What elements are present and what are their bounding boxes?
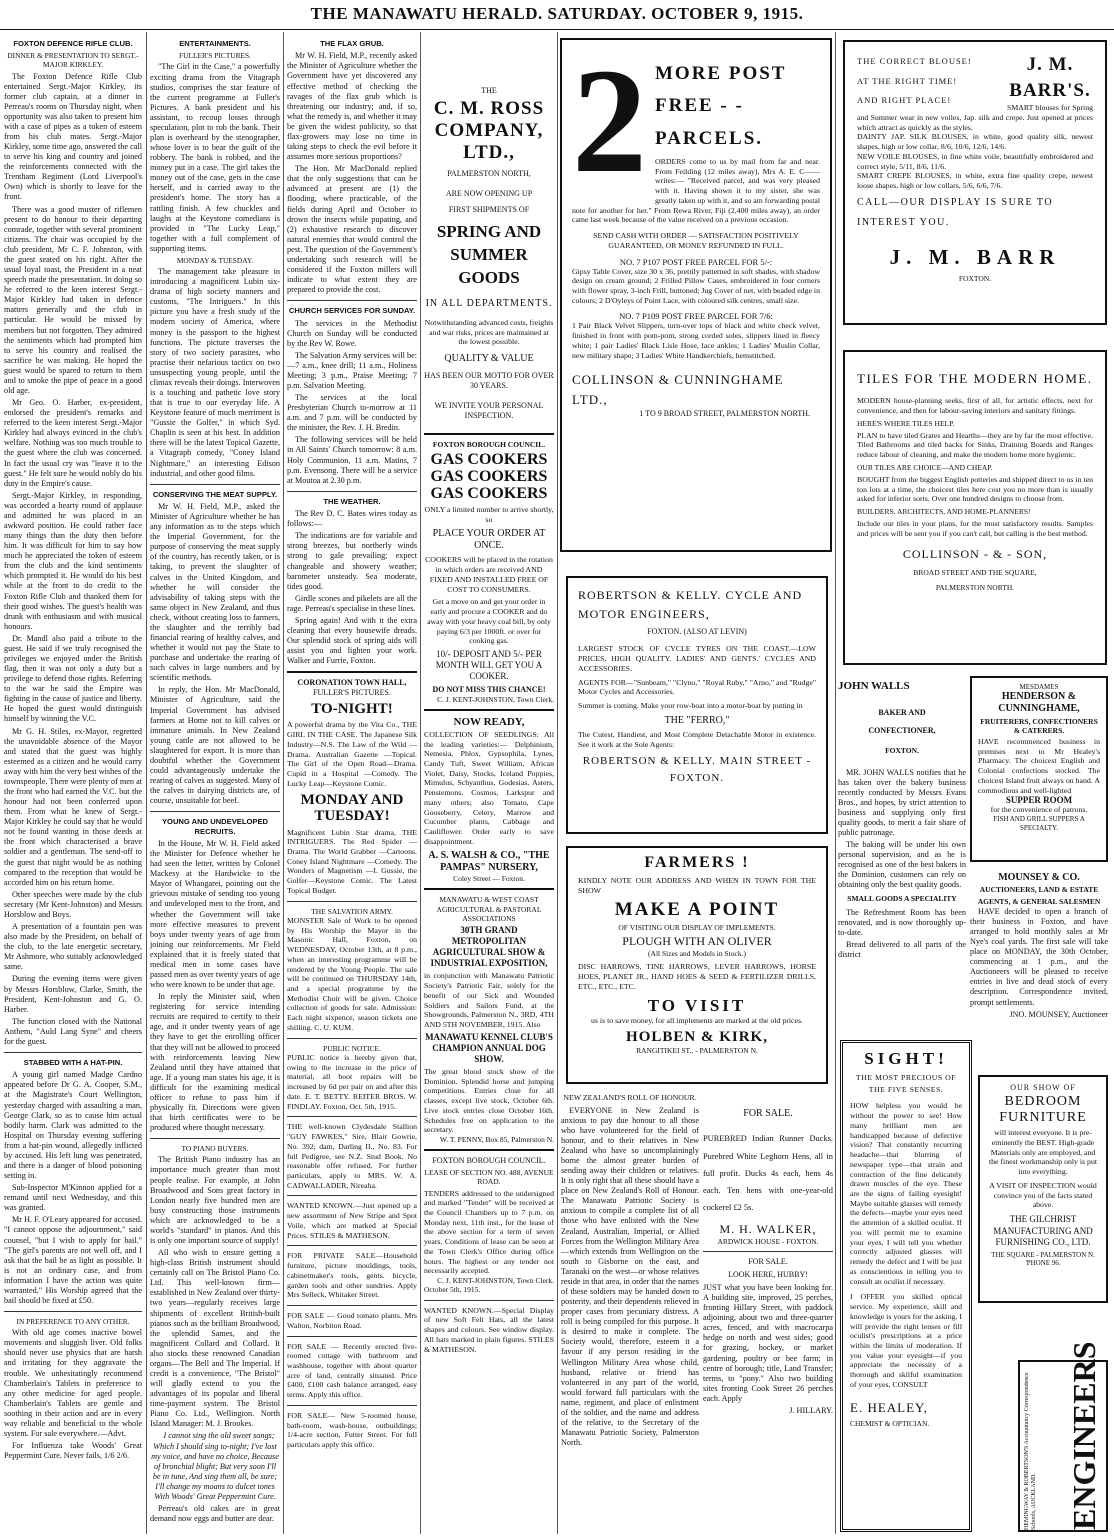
classified-ad: THE well-known Clydesdale Stallion "GUY FAWKES," Sire, Blair Gowrie, No. 392; dam, Darling II., No. 83. For full Pedigree, see N.Z. Stud Book. No reasonable offer refused. For further particulars, apply to MRS. W. A. CADWALLADER, Nireaha. — [287, 1122, 417, 1190]
divider — [424, 433, 554, 435]
divider — [287, 300, 417, 301]
ad-body: 1 Pair Black Velvet Slippers, turn-over tops of black and white check velvet, finished in front with pom-pom, strong corded soles, slippers lined in fleecy white; 1 pair Ladies' Black Lisle Hose, lace ankles; 1 Ladies' Muslin Collar, new military shape; 3 Ladies' White Handkerchiefs, hemstitched. — [572, 321, 820, 360]
ad-body: I OFFER you skilled optical service. My experience, skill and knowledge is yours for the asking. I will provide the right lenses or fill oculist's prescriptions at a price within the limits of moderation. If you value your eyesight—if you appreciate the necessity of a thorough and skilful examination of your eyes, CONSULT — [850, 1292, 962, 1389]
healey-optician-ad — [840, 1040, 972, 1532]
collinson-ad — [560, 38, 832, 552]
ad-text: AT THE RIGHT TIME! — [857, 75, 958, 86]
ad-text: JNO. MOUNSEY, Auctioneer — [1009, 1009, 1108, 1019]
ad-text: THE CORRECT BLOUSE! — [857, 56, 972, 66]
ad-text: W. T. PENNY, Box 85, Palmerston N. — [439, 1135, 554, 1145]
headline: CHURCH SERVICES FOR SUNDAY. — [288, 306, 416, 316]
ad-body: HAVE decided to open a branch of their business in Foxton, and have arranged to hold monthly sales at Mr Nye's coal yards. The first sale will take place on MONDAY, the 30th October, commencing at 1 p.m., and the Auctioneers will be pleased to receive entries in live and dead stock of every description. Correspondence invited, prompt settlements. — [970, 906, 1108, 1007]
ad-subheading: LEASE OF SECTION NO. 488, AVENUE ROAD. — [424, 1168, 554, 1187]
ad-body: Summer is coming. Make your row-boat into a motor-boat by putting in — [578, 701, 803, 711]
article-paragraph: The function closed with the National Anthem, "Auld Lang Syne" and cheers for the guest. — [4, 1016, 142, 1046]
ad-body: TENDERS addressed to the undersigned and marked "Tender" will be received at the Council Chambers up to 7 p.m. on Monday next, 11th inst., for the lease of the above section for a term of seven years. Conditions of lease can be seen at the Town Clerk's Office during office hours. The highest or any tender not necessarily accepted. — [424, 1188, 554, 1276]
column-3 — [287, 34, 417, 1534]
headline: FOXTON DEFENCE RIFLE CLUB. — [13, 39, 133, 48]
divider — [4, 1311, 142, 1312]
article-paragraph: In reply the Minister said, when registering for service intending recruits are required to certify to their age, and it under twenty years of age they have to get the enrolling officer that they will not be allowed to proceed with reinforcements leaving New Zealand until they have attained that age. If a young man states his age, it is difficult for the examining medical officer to refuse to pass him if physically fit. Directions were given that birth certificates were to be produced where thought necessary. — [150, 992, 280, 1133]
ad-body: COLLECTION OF SEEDLINGS: All the leading varieties:— Delphinium, Nemesia, Phlox, Gypsophila, Lynes, Candy Tuft, Sweet William, African Violet, Daisy, Stocks, Iceland Poppies, Mimulus, Schyanthus, Godesias, Asters, Penstemons, Cosmos, Larkspur and many others; also Tomato, Cape Gooseberry, Celery, Marrow and Cucumber plants, Cabbage and Cauliflower. Order early to save disappointment. — [424, 729, 554, 846]
ad-text: PLACE YOUR ORDER AT ONCE. — [432, 527, 546, 552]
article-paragraph: The services at the local Presbyterian Church to-morrow at 11 a.m. and 7 p.m. will be conducted by the minister, the Rev. J. H. Bredin. — [287, 393, 417, 433]
divider — [287, 1305, 417, 1306]
ad-text: PALMERSTON NORTH, — [447, 169, 531, 179]
divider — [287, 901, 417, 902]
ad-heading: NOW READY, — [453, 716, 525, 729]
ad-body: The baking will be under his own personal supervision, and as he is recognised as one of the best bakers in the Dominion, customers can rely on obtaining only the best quality goods. — [838, 840, 966, 890]
ad-banner: TO VISIT — [647, 995, 747, 1015]
ad-headline: TILES FOR THE MODERN HOME. — [857, 371, 1093, 386]
ad-firm-name: J. M. BARR'S. — [1009, 54, 1091, 101]
article-paragraph: Perreau's old cakes are in great demand now eggs and butter are dear. — [150, 1504, 280, 1524]
divider — [287, 1405, 417, 1406]
article-paragraph: All who wish to ensure getting a high-class British instrument should certainly call on The Bristol Piano Co. Ltd. This well-known firm—established in New Zealand over thirty-two years—regularly receives large shipments of excellent British-built pianos such as the brilliant Broadwood, the splendid Sames, and the magnificent Collard and Collard. It also stocks these renowned Canadian organs—The Bell and The Imperial. If credit is a convenience, "The Bristol" will gladly extend to you the advantages of its popular and liberal time-payment system. The Bristol Piano Co. Ltd., Wellington. North Island Manager: M. J. Brookes. — [150, 1248, 280, 1429]
ad-address: FOXTON. — [885, 746, 919, 756]
article-paragraph: I cannot sing the old sweet songs; Which I should sing to-night; I've lost my voice, and have no choice, Because of bronchial blight; But very soon I'll be in tune, And sing them all, be sure; I'll change my moans to dulcet tones With Woods' Great Peppermint Cure. — [151, 1431, 279, 1501]
john-walls-ad — [838, 674, 966, 959]
ad-body: KINDLY NOTE OUR ADDRESS AND WHEN IN TOWN FOR THE SHOW — [578, 876, 816, 895]
ad-text: ONLY a limited number to arrive shortly, so — [424, 505, 554, 525]
ad-firm-name: HOLBEN & KIRK, — [626, 1029, 768, 1046]
headline: CONSERVING THE MEAT SUPPLY. — [152, 489, 278, 499]
ad-body: us is to save money, for all implements are marked at the old prices. — [591, 1015, 803, 1025]
ad-body: AGENTS FOR—"Sunbeam," "Clyno," "Royal Ruby," "Arno," and "Rudge" Motor Cycles and Accessories. — [578, 677, 816, 697]
big-number-two: 2 — [572, 38, 647, 204]
ad-address: RANGITIKEI ST., - PALMERSTON N. — [636, 1046, 758, 1056]
article-paragraph: Other speeches were made by the club secretary (Mr Kent-Johnston) and Messrs Horsblow and Boys. — [4, 889, 142, 919]
column-2 — [150, 34, 280, 1534]
subheadline: DINNER & PRESENTATION TO SERGT.-MAJOR KIRKLEY. — [7, 51, 139, 70]
holben-kirk-ad — [566, 846, 828, 1084]
column-rule — [835, 32, 836, 1534]
classified-ad: FOR PRIVATE SALE—Household furniture, picture mouldings, tools, cabinetmaker's tools, gents. bicycle, garden tools and other sundries. Apply Mrs Selleck, Whitaker Street. — [287, 1251, 417, 1300]
ad-banner: GAS COOKERS GAS COOKERS GAS COOKERS — [430, 450, 548, 502]
ad-text: C. J. KENT-JOHNSTON, Town Clerk. — [437, 1276, 554, 1286]
article-paragraph: The Salvation Army services will be:—7 a.m., knee drill; 11 a.m., Holiness Meeting; 3 p.m., Praise Meeting; 7 p.m. Salvation Meeting. — [287, 350, 417, 390]
ad-text: FISH AND GRILL SUPPERS A SPECIALTY. — [993, 815, 1085, 832]
ad-text: OUR SHOW OF — [1010, 1083, 1076, 1092]
ad-firm-name: JOHN WALLS — [838, 680, 910, 692]
ad-heading: FOXTON BOROUGH COUNCIL. — [432, 439, 546, 449]
ad-text: WE INVITE YOUR PERSONAL INSPECTION. — [434, 401, 544, 420]
article-paragraph: Mr W. H. Field, M.P., asked the Minister of Agriculture whether he has any information as to the steps which the Imperial Government, for the purpose of conserving the meat supply of the country, has recently taken, or is taking, to prevent the slaughter of calves in the United Kingdom, and whether he will consider the advisability of taking steps with the same object in New Zealand, and thus check, without creating loss to farmers, the slaughter and the terribly bad financial rearing of healthy calves, and whether it would not pay the State to purchase and undertake the rearing of such calves in large numbers and by scientific methods. — [150, 502, 280, 683]
ad-text: C. J. KENT-JOHNSTON, Town Clerk. — [437, 695, 554, 705]
divider — [4, 1052, 142, 1053]
divider — [424, 709, 554, 711]
ad-heading: FOXTON BOROUGH COUNCIL. — [432, 1156, 546, 1166]
ad-subheading: THE MOST PRECIOUS OF THE FIVE SENSES. — [855, 1073, 957, 1094]
headline: NEW ZEALAND'S ROLL OF HONOUR. — [563, 1093, 697, 1102]
ad-heading: CORONATION TOWN HALL, — [297, 678, 407, 688]
article-paragraph: Dr. Mandl also paid a tribute to the guest. He said if we truly recognised the privileges we enjoyed under the British flag, then it was not only a duty but a privilege to defend those rights. Referring to the war he said the Empire was fighting in the cause of justice and liberty. He hoped the guest would distinguish himself by winning the V.C. — [4, 633, 142, 724]
article-paragraph: Sub-Inspector M'Kinnon applied for a remand until next Wednesday, and this was granted. — [4, 1183, 142, 1213]
ad-text: MESDAMES — [1019, 683, 1059, 691]
subheadline: FULLER'S PICTURES. — [179, 51, 251, 61]
ad-subheading: PLOUGH WITH AN OLIVER — [622, 934, 772, 949]
headline: THE FLAX GRUB. — [320, 39, 384, 48]
ad-body: PUBLIC notice is hereby given that, owing to the increase in the price of material, all boot repairs will be increased by 6d per pair on and after this date. E. T. BETTY. REITER BROS. W. FINDLAY. Foxton, Oct. 5th, 1915. — [287, 1052, 417, 1111]
henderson-cunninghame-ad — [970, 676, 1108, 862]
ad-address: THE SQUARE - PALMERSTON N. — [991, 1251, 1095, 1260]
ad-subheading: SUPPER ROOM — [1005, 795, 1073, 806]
article-paragraph: In reply, the Hon. Mr MacDonald, Minister of Agriculture, said the Imperial Government has advised farmers at Home not to kill calves or immature animals. In New Zealand young cattle are not allowed to be slaughtered for export. It is more than doubtful whether the Government could advantageously undertake the rearing of calves as suggested. Many of the calves in dairying districts are, of course, unsuitable for beef. — [150, 685, 280, 806]
ad-text: FRUITERERS, CONFECTIONERS & CATERERS. — [980, 717, 1098, 735]
ad-text: 'PHONE 96. — [1025, 1259, 1061, 1268]
ad-text: Coley Street — Foxton. — [453, 874, 525, 884]
robertson-kelly-ad — [566, 576, 828, 834]
ad-heading: THE SALVATION ARMY. — [311, 906, 393, 916]
ad-body: will interest everyone. It is pre-eminently the BEST. High-grade Materials only are employed, and the finest workmanship only is put into everything. — [988, 1128, 1098, 1177]
ad-text: AND RIGHT PLACE! — [857, 95, 952, 106]
headline: THE WEATHER. — [323, 496, 381, 506]
ad-firm-name: HENDERSON & CUNNINGHAME, — [998, 691, 1080, 714]
article-paragraph: For Influenza take Woods' Great Peppermint Cure. Never fails, 1/6 2/6. — [4, 1441, 142, 1461]
column-rule — [146, 32, 147, 1534]
ad-address: BROAD STREET AND THE SQUARE, — [913, 567, 1037, 577]
divider — [424, 888, 554, 890]
ad-firm-name: A. S. WALSH & CO., "THE PAMPAS" NURSERY, — [428, 849, 550, 873]
ad-firm-name: ROBERTSON & KELLY. MAIN STREET - FOXTON. — [582, 755, 812, 784]
article-paragraph: There was a good muster of riflemen present to do honour to their departing comrade, together with several prominent citizens. The chair was occupied by the club president, Mr C. F. Johnston, with the guest seated on his right. After the usual loyal toast, the President in a neat speech made the presentation. In doing so he referred to the keen interest Sergt.-Major Kirkley had taken in defence matters generally and the club in particular. He would be missed by members but not forgotten. They admired the sentiments which had prompted him to serve his country and realised the sacrifice he was making. He hoped the guest would be spared to return to them and to smoke the pipe of peace in a good old age. — [4, 204, 142, 395]
ad-heading: FOR SALE. — [748, 1257, 788, 1267]
ad-address: ARDWICK HOUSE - FOXTON. — [717, 1237, 819, 1247]
ad-subheading: HERE'S WHERE TILES HELP. — [857, 418, 955, 428]
divider — [287, 491, 417, 492]
ad-text: COOKERS will be placed in the rotation in which orders are received AND FIXED AND INSTALLED FREE OF COST TO CONSUMERS. — [425, 555, 553, 594]
ad-body: LARGEST STOCK OF CYCLE TYRES ON THE COAST.—LOW PRICES, HIGH QUALITY. LADIES' AND GENTS.' CYCLES AND ACCESSORIES. — [578, 644, 816, 673]
classified-ad: WANTED KNOWN.—Just opened up a new assortment of New Stripe and Spot Voile, which are marked at Special Prices. STILES & MATHESON. — [287, 1201, 417, 1240]
ad-body: Bread delivered to all parts of the district — [838, 939, 966, 959]
divider — [703, 1251, 833, 1252]
article-paragraph: Mr Geo. O. Harber, ex-president, endorsed the president's remarks and referred to the keen interest Sergt.-Major Kirkley had always evinced in the club's welfare. Nothing was too much trouble to the guest where the club was concerned. In fact the usual cry was "leave it to the guest." He felt sure he would nobly do his duty in the Empire's cause. — [4, 398, 142, 488]
headline: IN PREFERENCE TO ANY OTHER. — [16, 1317, 130, 1327]
ad-banner: TO-NIGHT! — [311, 700, 393, 717]
ad-banner: 30TH GRAND METROPOLITAN AGRICULTURAL SHOW & INDUSTRIAL EXPOSITION, — [430, 925, 548, 969]
ad-heading: PUBLIC NOTICE. — [323, 1043, 381, 1053]
ad-body: ORDERS come to us by mail from far and near. From Feilding (12 miles away), Mrs A. E. C—— writes:— "Received parcel, and was very pleased with it. Having shown it to my sister, she was greatly taken up with it, and so am forwarding postal note for another for her." From Rewa River, Fiji (2,400 miles away), an order came last week because of the value received on a previous occasion. — [572, 156, 820, 225]
ad-banner: BEDROOM FURNITURE — [999, 1094, 1087, 1126]
ad-vertical-banner: ENGINEERS — [1066, 1341, 1102, 1530]
ad-text: CALL—OUR DISPLAY IS SURE TO INTEREST YOU. — [857, 196, 1054, 228]
article-paragraph: The indications are for variable and strong breezes, but northerly winds strong to gale prevailing; expect changeable and showery weather; barometer unsteady. Sea moderate, tides good. — [287, 531, 417, 591]
ad-body: MONSTER Sale of Work to be opened by His Worship the Mayor in the Masonic Hall, Foxton, on WEDNESDAY, October 13th, at 8 p.m., when an interesting programme will be rendered by the Young People. The sale will be continued on THURSDAY 14th, and a special programme by the Methodist Choir will be given. Choice collection of goods for sale. Admission: Each night sixpence, season tickets one shilling. C. U. KUM. — [287, 915, 417, 1032]
ad-body: PUREBRED Indian Runner Ducks. Purebred White Leghorn Hens, all in full profit. Ducks 4s each, hens 4s each. Ten hens with one-year-old cockerel £2 5s. — [703, 1134, 833, 1213]
ad-body: SMART CREPE BLOUSES, in white, extra fine quality crepe, newest loose shapes, high or low collars, 5/6, 6/6, 7/6. — [857, 171, 1093, 191]
divider — [150, 484, 280, 485]
roll-of-honour — [561, 1090, 699, 1532]
ad-firm-name: J. M. BARR — [889, 244, 1061, 269]
article-paragraph: With old age comes inactive bowel movements and sluggish liver. Old folks should never use physics that are harsh and irritating for they aggravate the trouble. We unhesitatingly recommend Chamberlain's Tablets in preference to any other medicine for aged people. Chamberlain's Tablets are gentle and soothing in their action and are in every way reliable and beneficial to the whole system. For sale everywhere.—Advt. — [4, 1328, 142, 1438]
divider — [287, 1195, 417, 1196]
ad-text: for the convenience of patrons. — [990, 805, 1088, 815]
ad-body: MR. JOHN WALLS notifies that he has taken over the bakery business recently conducted by Messrs Evans Bros., and hopes, by strict attention to business and supplying only first quality goods, to merit a fair share of public patronage. — [838, 767, 966, 837]
article-paragraph: The British Piano industry has an importance much greater than most people realise. For example, at John Broadwood and Sons great factory in London nearly five hundred men are busy constructing those instruments which are acknowledged to be a world's "standard" in pianos. And this is only one important source of supply! — [150, 1155, 280, 1245]
divider — [287, 1116, 417, 1117]
ad-firm-name: C. M. ROSS COMPANY, LTD., — [433, 97, 545, 163]
ad-body: JUST what you have been looking for. A building site, improved, 25 perches, fronting Hillary Street, with paddock adjoining, about two and three-quarter acres, fenced, and with macrocarpa hedge on north and west sides; good for grazing, hockey, or market gardening, poultry or bee farm; in centre of borough; title, Land Transfer; terms, to "pony." Also two building sites fronting Cook Street 26 perches each. Apply — [703, 1283, 833, 1403]
ad-text: FIRST SHIPMENTS OF — [448, 205, 530, 215]
ad-body: SMART blouses for Spring and Summer wear in new voiles, Jap. silk and crepe. Just opened at prices which attract as quickly as the styles. — [857, 103, 1093, 132]
ad-address: FOXTON. — [958, 273, 992, 283]
article-paragraph: Sergt.-Major Kirkley, in responding, was accorded a hearty round of applause and admitted he was placed in an awkward position. He could rather face many things than the duty then before him. It was difficult for him to say how much he appreciated the token of esteem from the club and the kind sentiments which prompted it. He would do his best while at the front to do credit to the Foxton Rifle Club and thanked them for their good wishes. The guest's health was drunk with enthusiasm and with musical honours. — [4, 490, 142, 631]
divider — [424, 1300, 554, 1301]
article-paragraph: The Hon. Mr MacDonald replied that the only suggestions that can be advanced at present are (1) the flooding, where practicable, of the fields during April and October to drown the insects while pupating, and (2) exhaustive research to discover natural enemies that would control the pest. The question of the Government's undertaking such research will be considered if the Foxton millers will indicate to what extent they are prepared to provide the cost. — [287, 164, 417, 295]
ad-headline: SIGHT! — [864, 1049, 948, 1068]
ad-subheading: OUR TILES ARE CHOICE—AND CHEAP. — [857, 462, 993, 472]
ad-body: DAINTY JAP. SILK BLOUSES, in white, good quality silk, newest shapes, high or low collar, 8/6, 10/6, 12/6, 14/6. — [857, 132, 1093, 152]
ad-text: HAS BEEN OUR MOTTO FOR OVER 30 YEARS. — [424, 371, 554, 391]
ad-vertical-text: HEMINGWAY & ROBERTSON'S Accountancy Correspondence Schools, AUCKLAND. — [1024, 1372, 1038, 1530]
column-1 — [4, 34, 142, 1534]
ad-address: FOXTON. (ALSO AT LEVIN) — [647, 627, 747, 637]
ad-text: 10/- DEPOSIT AND 5/- PER MONTH WILL GET YOU A COOKER. — [435, 649, 543, 682]
ad-banner: MANAWATU KENNEL CLUB'S CHAMPION ANNUAL DOG SHOW. — [425, 1031, 553, 1064]
ad-body: The great blood stock show of the Dominion. Splendid horse and jumping competitions. Entries close for all classes, except live stock, October 6th. Live stock entries close October 16th. Schedules free on application to the secretary. — [424, 1066, 554, 1135]
engineers-ad — [1018, 1341, 1108, 1532]
classified-ad: FOR SALE — Good tomato plants. Mrs Walton, Norbiton Road. — [287, 1311, 417, 1330]
headline: STABBED WITH A HAT-PIN. — [23, 1057, 123, 1067]
ad-banner: MAKE A POINT — [614, 899, 780, 921]
divider — [150, 811, 280, 812]
ad-text: Notwithstanding advanced costs, freights and war risks, prices are maintained at the lowest possible. — [424, 317, 554, 347]
ad-text: AUCTIONEERS, LAND & ESTATE AGENTS, & GENERAL SALESMEN — [977, 885, 1101, 906]
ad-firm-name: E. HEALEY, — [850, 1399, 929, 1415]
ad-firm-name: ROBERTSON & KELLY. CYCLE AND MOTOR ENGINEERS, — [578, 588, 803, 622]
ad-body: HAVE recommenced business in premises next to Mr Healey's Pharmacy. The choicest English and Colonial confections stocked. The choicest Island fruit always on hand. A commodious and well-lighted — [978, 737, 1100, 795]
article-paragraph: A young girl named Madge Cardno appeared before Dr G. A. Cooper, S.M., at the Magistrate's Court Wellington, yesterday charged with assaulting a man, George Clark, so as to cause him actual bodily harm. Clark was admitted to the Hospital on Thursday evening suffering from a hat-pin wound, allegedly inflicted by accused. His left lung was penetrated, and there is a danger of blood poisoning setting in. — [4, 1070, 142, 1181]
gilchrist-furniture-ad — [978, 1075, 1108, 1303]
ad-firm-name: COLLINSON & CUNNINGHAME LTD., — [572, 372, 784, 407]
article-paragraph: Mr H. F. O'Leary appeared for accused. "I cannot oppose the adjournment," said counsel, "but I wish to apply for bail." "The girl's parents are not well off, and I ask that the bail be as light as possible. It is not an ordinary case, and from information I have the action was quite warranted." His Worship agreed that the bail should be fixed at £50. — [4, 1215, 142, 1306]
ad-body: A powerful drama by the Vita Co., THE GIRL IN THE CASE. The Japanese Silk Industry—N.S. The Law of the Wild —Drama. Australian Gazette —Topical. The Girl of the Open Road—Drama. Cupid in a Hospital —Comedy. The Lucky Leap—Keystone Comic. — [287, 720, 417, 788]
ad-body: A VISIT OF INSPECTION would convince you of the facts stated above. — [989, 1180, 1097, 1210]
ad-heading: FOR SALE. — [743, 1108, 793, 1119]
ad-text: (All Sizes and Models in Stock.) — [648, 949, 746, 959]
ad-address: 1 TO 9 BROAD STREET, PALMERSTON NORTH. — [639, 409, 810, 419]
ad-text: J. HILLARY. — [789, 1405, 833, 1415]
ad-body: BOUGHT from the biggest English potteries and shipped direct to us in ten ton lots at a time, the choicest tiles here cost you no more than is usually asked for inferior sorts. Over one hundred designs to choose from. — [857, 474, 1093, 504]
ad-text: QUALITY & VALUE — [444, 353, 534, 365]
column-rule — [420, 32, 421, 1534]
divider — [287, 1038, 417, 1039]
classified-ad: WANTED KNOWN.—Special Display of new Soft Felt Hats, all the latest shapes and colours. See window display. All hats marked in plain figures. STILES & MATHESON. — [424, 1305, 554, 1354]
ad-body: SEND CASH WITH ORDER — SATISFACTION POSITIVELY GUARANTEED, OR MONEY REFUNDED IN FULL. — [593, 231, 799, 250]
ad-body: MODERN house-planning seeks, first of all, for artistic effects, next for convenience, and then for labour-saving interiors and sanitary fittings. — [857, 396, 1093, 415]
column-4 — [424, 34, 554, 1534]
divider — [287, 1336, 417, 1337]
article-paragraph: The Foxton Defence Rifle Club entertained Sergt.-Major Kirkley, its former club captain, at a dinner in Perreau's rooms on Thursday night, when opportunity was also taken to present him with a case of pipes as a token of esteem from his club mates. Sergt.-Major Kirkley, some time ago, answered the call to serve his king and country and joined the reinforcements connected with the Trentham Regiment (Lord Liverpool's Own) which is shortly to leave for the front. — [4, 71, 142, 202]
mounsey-ad — [970, 868, 1108, 1044]
article-paragraph: A presentation of a fountain pen was also made by the President, on behalf of the club, to the late energetic secretary, Mr Ashmore, who suitably acknowledged same. — [4, 922, 142, 972]
ad-text: OF VISITING OUR DISPLAY OF IMPLEMENTS. — [618, 923, 776, 933]
ad-headline: FARMERS ! — [644, 854, 750, 871]
article-paragraph: In the House, Mr W. H. Field asked the Minister for Defence whether he had seen the letter, written by Colonel Mackesy at the Hardwicke to the Mayor of Whangarei, pointing out the grievous mistake of sending too young and undeveloped men to the front, and whether the Government will take more effective measures to prevent boys under twenty years of age from joining our reinforcements. Mr Field explained that it is freely stated that medical men in some cases have passed men as over twenty years of age who were known to be under that age. — [150, 839, 280, 990]
article-paragraph: Girdle scones and pikelets are all the rage. Perreau's specialise in these lines. — [287, 593, 417, 613]
article-paragraph: The management take pleasure in introducing a magnificent Lubin six-drama of high society manners and customs, "The Intriguers." In this picture you have a fresh study of the modern society of America, where money is the passport to the highest functions. The picture traverses the story of two society parasites, who practise their nefarious tactics on two unsuspecting young people, until the climax reveals their doings. Interwoven is a touching and pathetic love story that is true to our everyday life. A Keystone feature of much merriment is "Gussie the Golfer," in which Syd. Chaplin is seen at his best. In addition there will be the latest Topical Gazette, a Vitagraph comedy, "Coney Island Nightmare," an interesting Edison industrial, and other good films. — [150, 267, 280, 478]
article-paragraph: "The Girl in the Case," a powerfully exciting drama from the Vitagraph studios, comprises the star feature of the current programme at Fuller's Pictures. A bank president and his assistant, to recoup losses through speculation, plot to rob the bank. Their plan is overheard by the stenographer, whose lover is to bear the guilt of the robbery. The bank is robbed, and the money put in a case. The girl takes the money out of the case, gets in the case herself, and is carried away to the president's home. The story has a rattling finish. A few chuckles and laughs at the Keystone comedians is provided in "The Lucky Leap," together with a full complement of supporting items. — [150, 62, 280, 253]
ad-banner: SPRING AND SUMMER GOODS — [436, 221, 542, 287]
ad-text: ARE NOW OPENING UP — [445, 189, 533, 199]
headline: TO PIANO BUYERS. — [181, 1144, 249, 1154]
ad-text: BAKER AND CONFECTIONER, — [868, 707, 936, 735]
article-paragraph: Spring again! And with it the extra cleaning that every housewife dreads. Our splendid stock of spring aids will assist you and lighten your work. Walker and Furrie, Foxton. — [287, 615, 417, 666]
ad-address: PALMERSTON NORTH. — [935, 582, 1015, 592]
ad-headline: MORE POST FREE - - PARCELS. — [655, 63, 787, 149]
ad-body: Gipsy Table Cover, size 30 x 36, prettily patterned in soft shades, with shadow design on cream ground; 2 Frilled Pillow Cases, embroidered in four corners with flower spray, 3-inch Frill, buttoned; Jug Cover of net, with beaded edge in colours; 2 D'Oyleys of Point Lace, with coloured silk centres, small size. — [572, 266, 820, 305]
ad-body: The Cutest, Handiest, and Most Complete Detachable Motor in existence. See it work at the Sole Agents: — [578, 729, 816, 749]
ad-text: Get a move on and get your order in early and procure a COOKER and do away with your heavy coal bill, by only paying 6/3 per 1000ft. or over for cooking gas. — [427, 597, 551, 646]
collinson-tiles-ad — [843, 350, 1107, 665]
ad-subheading: NO. 7 P109 POST FREE PARCEL FOR 7/6: — [619, 311, 773, 322]
ad-banner: MONDAY AND TUESDAY! — [300, 791, 404, 825]
divider — [287, 671, 417, 673]
ad-body: HOW helpless you would be without the power to see! How many brilliant men are handicapped because of defective vision? That constantly recurring headache—that blurring of newspaper type—that strain and contraction of the fine delicately drawn muscles of the eye. These are the signs of failing eyesight! Maybe suitable glasses will remedy the defects—maybe your eyes need the attention of a skilled oculist. If you will permit me to examine your eyes, I will tell you whether correctly adjusted glasses will remedy the defect and I will be just as conscientious in telling you to consult an oculist if necessary. — [850, 1101, 962, 1286]
article-paragraph: Mr W. H. Field, M.P., recently asked the Minister of Agriculture whether the Government have yet discovered any effective method of checking the ravages of the flax grub which is threatening our industry; and, if so, what the remedy is, and whether it may be given the widest publicity, so that flax-growers may lose no time in taking steps to check the evil before it assumes more serious proportions? — [287, 51, 417, 162]
ad-text: CHEMIST & OPTICIAN. — [850, 1418, 930, 1428]
ad-product: THE "FERRO," — [664, 714, 730, 726]
article-paragraph: Mr G. H. Stiles, ex-Mayor, regretted the unavoidable absence of the Mayor and stated that the guest was highly esteemed as a citizen and he would carry away with him the very best wishes of the townspeople. There were plenty of men at the front who had earned the V.C. but the honour had not been conferred upon them. From what he knew of Sergt.-Major Kirkley he could say that he would not be found wanting in those deeds at the front which characterised a brave soldier and a gentleman. The send-off to the guest that night would be as nothing compared to the reception that would be accorded him on his return home. — [4, 726, 142, 887]
ad-firm-name: COLLINSON - & - SON, — [902, 546, 1048, 561]
classified-ad: FOR SALE— New 5-roomed house, bath-room, wash-house, outbuildings; 1/4-acre section, Futter Street. For full particulars apply this office. — [287, 1410, 417, 1450]
divider — [150, 1138, 280, 1139]
ad-body: NEW VOILE BLOUSES, in fine white voile, beautifully embroidered and correct style, 5/11, 8/6, 11/6. — [857, 151, 1093, 171]
ad-subheading: FULLER'S PICTURES. — [313, 688, 391, 698]
column-rule — [557, 32, 558, 1534]
ad-body: The Refreshment Room has been renovated, and is now thoroughly up-to-date. — [838, 907, 966, 937]
ad-text: THE — [481, 86, 497, 95]
article-paragraph: The services in the Methodist Church on Sunday will be conducted by the Rev W. Rowe. — [287, 318, 417, 348]
ad-text: DO NOT MISS THIS CHANCE! — [432, 685, 546, 695]
ad-subheading: BUILDERS, ARCHITECTS, AND HOME-PLANNERS! — [857, 507, 1031, 517]
article-paragraph: During the evening items were given by Messrs Horsblow, Clarke, Smith, the President, Kent-Johnston and G. O. Harber. — [4, 974, 142, 1014]
subheadline: MONDAY & TUESDAY. — [176, 255, 254, 265]
article-paragraph: The following services will be held in All Saints' Church tomorrow: 8 a.m. Holy Communion, 11 a.m. Matins, 7 p.m. Evensong. There will be a service at Moutoa at 2.30 p.m. — [287, 435, 417, 485]
ad-firm-name: THE GILCHRIST MANUFACTURING AND FURNISHING CO., LTD. — [993, 1214, 1093, 1248]
ad-text: IN ALL DEPARTMENTS. — [425, 297, 553, 309]
ad-body: Include our tiles in your plans, for the most satisfactory results. Samples and prices will be sent you if you can't call, but calling is the best method. — [857, 519, 1093, 538]
headline: ENTERTAINMENTS. — [179, 39, 251, 48]
ad-body: in conjunction with Manawatu Patriotic Society's Patriotic Fair, solely for the benefit of our Sick and Wounded Soldiers and Sailors Fund, at the Showgrounds, Palmerston N., 3RD, 4TH AND 5TH NOVEMBER, 1915. Also — [424, 971, 554, 1029]
ad-body: Magnificent Lubin Star drama, THE INTRIGUERS. The Red Spider —Drama. The World Grabber —Cartoons. Coney Island Nightmare —Comedy. The Wonders of Magnetism —I. Gussie, the Golfer—Keystone Comic. The Latest Topical Budget. — [287, 827, 417, 895]
masthead: THE MANAWATU HERALD. SATURDAY. OCTOBER 9, 1915. — [0, 4, 1114, 30]
article-paragraph: EVERYONE in New Zealand is anxious to pay due honour to all those who have volunteered for the field of honour, and to their relatives in New Zealand who have so uncomplainingly borne the almost greater burden of sending away their children or relatives. It is only right that all these should have a place on New Zealand's Roll of Honour. The Manawatu Patriotic Society is anxious to compile a complete list of all those who have enlisted with the New Zealand, Australian, Imperial, or Allied Forces from the Wellington Military Area—which extends from Wellington on the south to Gisborne on the east, and Taranaki on the west—or whose relatives reside in that area, in order that the names of these soldiers may be handed down to posterity, and their dependents relieved in proper cases from pecuniary distress. A roll is being compiled for this purpose. It is desired to make it complete. The Society would, therefore, esteem it a favour if any person residing in the Wellington Military Area whose child, husband, relative or friend has volunteered in any part of the world, would forward full particulars with the name, regiment, and place of enlistment of the soldier, and the name and address of the relative, to the Secretary of the Manawatu Patriotic Society, Palmerston North. — [561, 1105, 699, 1448]
for-sale-ads — [703, 1098, 833, 1532]
ad-subheading: LOOK HERE, HUBBY! — [728, 1270, 808, 1280]
classified-ad: FOR SALE — Recently erected five-roomed cottage with bathroom and washhouse, together with about quarter acre of land, centrally situated. Price £400, £100 cash balance arranged, easy terms. Apply this office. — [287, 1341, 417, 1400]
ad-subheading: NO. 7 P107 POST FREE PARCEL FOR 5/-: — [619, 256, 773, 267]
headline: YOUNG AND UNDEVELOPED RECRUITS. — [161, 817, 269, 836]
ad-firm-name: M. H. WALKER, — [719, 1222, 817, 1237]
divider — [287, 1245, 417, 1246]
column-rule — [283, 32, 284, 1534]
ad-firm-name: MOUNSEY & CO. — [998, 872, 1080, 883]
ad-subheading: SMALL GOODS A SPECIALITY — [847, 894, 957, 904]
ad-heading: MANAWATU & WEST COAST AGRICULTURAL & PASTORAL ASSOCIATIONS — [436, 895, 542, 923]
jm-barr-ad — [843, 40, 1107, 325]
article-paragraph: The Rev D. C. Bates wires today as follows:— — [287, 509, 417, 529]
ad-body: DISC HARROWS, TINE HARROWS, LEVER HARROWS, HORSE HOES, PLANET JR., HAND HOES & SEED & FERTILIZER DRILLS, ETC., ETC., ETC. — [578, 962, 816, 991]
ad-text: October 5th, 1915. — [424, 1285, 481, 1295]
divider — [424, 1149, 554, 1151]
ad-body: PLAN to have tiled Grates and Hearths—they are by far the most effective. Tiled Bathrooms and tiled backs for Sinks, Draining Boards and Ranges reduce labour of cleaning, and make the modern home more hygienic. — [857, 430, 1093, 460]
